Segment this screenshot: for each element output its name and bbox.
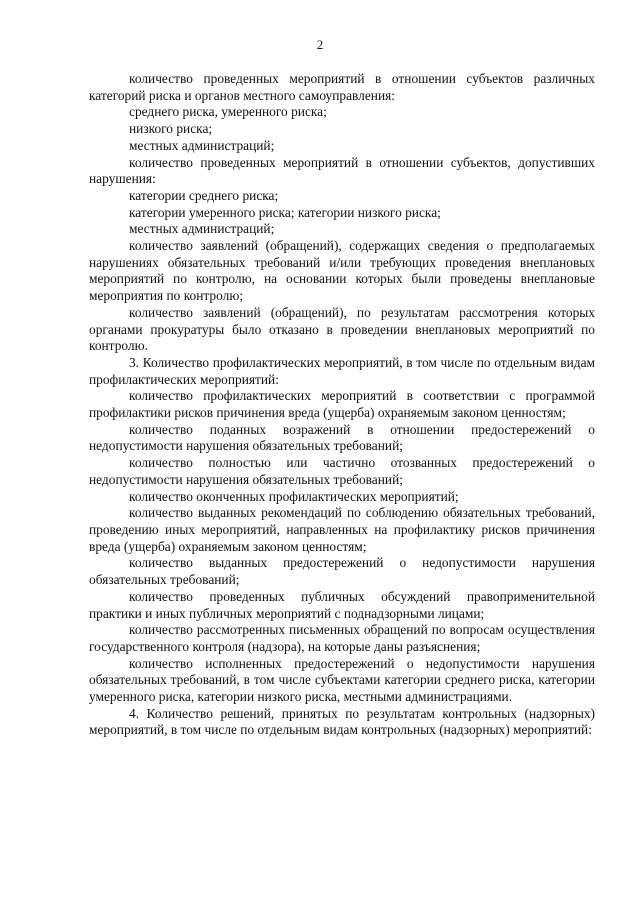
paragraph: количество заявлений (обращений), содержащих сведения о предполагаемых нарушениях обязательных требований и/или требующих проведения внеплановых мероприятий по контролю, на основании которых были проведены внеплановые мероприятия по контролю; <box>89 238 595 304</box>
paragraph: среднего риска, умеренного риска; <box>129 104 327 120</box>
paragraph: количество оконченных профилактических мероприятий; <box>129 488 459 504</box>
paragraph: количество профилактических мероприятий в соответствии с программой профилактики рисков причинения вреда (ущерба) охраняемым законом ценностям; <box>89 388 595 421</box>
paragraph: количество заявлений (обращений), по результатам рассмотрения которых органами прокуратуры было отказано в проведении внеплановых мероприятий по контролю. <box>89 304 595 354</box>
page-number: 2 <box>316 37 324 52</box>
section-heading-3: 3. Количество профилактических мероприятий, в том числе по отдельным видам профилактических мероприятий: <box>89 354 595 387</box>
paragraph: количество выданных рекомендаций по соблюдению обязательных требований, проведению иных мероприятий, направленных на профилактику рисков причинения вреда (ущерба) охраняемым законом ценностям; <box>89 505 595 554</box>
paragraph: количество проведенных мероприятий в отношении субъектов, допустивших нарушения: <box>89 154 595 187</box>
paragraph: категории умеренного риска; категории низкого риска; <box>129 204 441 220</box>
paragraph: количество исполненных предостережений о недопустимости нарушения обязательных требований, в том числе субъектами категории среднего риска, категории умеренного риска, категории низкого риска, местными администрациями. <box>89 655 595 705</box>
paragraph: категории среднего риска; <box>129 187 279 203</box>
section-heading-4: 4. Количество решений, принятых по результатам контрольных (надзорных) мероприятий, в том числе по отдельным видам контрольных (надзорных) мероприятий: <box>89 705 595 738</box>
paragraph: количество проведенных мероприятий в отношении субъектов различных категорий риска и органов местного самоуправления: <box>89 71 595 103</box>
paragraph: количество выданных предостережений о недопустимости нарушения обязательных требований; <box>89 555 595 588</box>
paragraph: количество рассмотренных письменных обращений по вопросам осуществления государственного контроля (надзора), на которые даны разъяснения; <box>89 622 595 654</box>
paragraph: местных администраций; <box>129 221 275 237</box>
paragraph: местных администраций; <box>129 137 275 153</box>
paragraph: количество полностью или частично отозванных предостережений о недопустимости нарушения обязательных требований; <box>89 455 595 487</box>
paragraph: количество поданных возражений в отношении предостережений о недопустимости нарушения обязательных требований; <box>89 421 595 454</box>
paragraph: низкого риска; <box>129 121 213 137</box>
document-body <box>89 71 595 739</box>
paragraph: количество проведенных публичных обсуждений правоприменительной практики и иных публичных мероприятий с поднадзорными лицами; <box>89 588 595 621</box>
